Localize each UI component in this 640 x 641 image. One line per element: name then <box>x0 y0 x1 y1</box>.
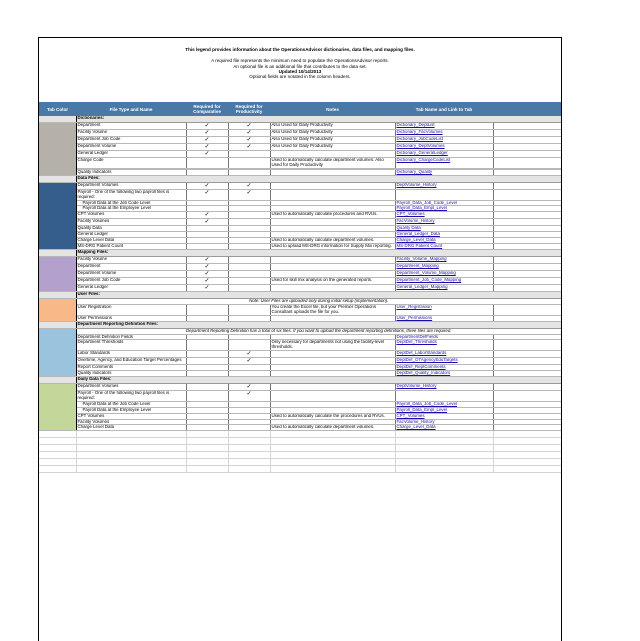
col-header-tab-name: Tab Name and Link to Tab <box>395 102 493 116</box>
tab-link[interactable]: Payroll_Data_Empl_Level <box>395 407 493 413</box>
file-notes <box>270 391 395 402</box>
empty-cell <box>395 438 493 445</box>
tab-link[interactable]: Department_Volume_Mapping <box>395 270 493 277</box>
file-notes <box>270 256 395 263</box>
tab-link[interactable]: DepartmentDefFields <box>395 334 493 340</box>
comparative-check <box>186 123 228 130</box>
productivity-check <box>228 270 270 277</box>
empty-row <box>39 445 561 452</box>
section-title: Mapping Files: <box>76 249 561 256</box>
legend-header <box>39 47 561 102</box>
file-name: Payroll Data at the Job Code Level <box>76 401 186 407</box>
file-notes <box>270 351 395 358</box>
tab-link[interactable]: Quality Data <box>395 226 493 232</box>
blank-cell <box>493 384 561 391</box>
file-name: Quality Data <box>76 226 186 232</box>
section-title: User Files: <box>76 291 561 298</box>
file-name: Payroll Data at the Employee Level <box>76 206 186 212</box>
file-notes: Also Used for Daily Productivity <box>270 144 395 151</box>
empty-cell <box>186 459 228 466</box>
file-notes: Used to automatically calculate department volumes. Also Used for Daily Productivity <box>270 158 395 169</box>
productivity-check <box>228 256 270 263</box>
file-name: Department Definition Fields <box>76 334 186 340</box>
empty-cell <box>186 445 228 452</box>
empty-cell <box>270 431 395 438</box>
blank-cell <box>493 358 561 365</box>
tab-link[interactable]: DeptDef_Thresholds <box>395 340 493 351</box>
tab-link[interactable]: CPT_Volumes <box>395 413 493 419</box>
tab-link[interactable]: MS-DRG Patient Count <box>395 244 493 250</box>
blank-cell <box>493 277 561 284</box>
tab-link[interactable]: Payroll_Data_Job_Code_Level <box>395 401 493 407</box>
check-icon: ✓ <box>204 277 210 284</box>
empty-cell <box>186 431 228 438</box>
file-name: Department Job Code <box>76 137 186 144</box>
table-row <box>39 144 561 151</box>
productivity-check <box>228 351 270 358</box>
file-notes <box>270 189 395 200</box>
empty-cell <box>395 431 493 438</box>
file-notes: You create the Excel file, but your Premier Operations Consultant uploads the file for you. <box>270 304 395 315</box>
empty-cell <box>76 438 186 445</box>
check-icon: ✓ <box>246 391 252 398</box>
comparative-check <box>186 130 228 137</box>
section-header-row <box>39 175 561 182</box>
empty-cell <box>395 459 493 466</box>
empty-cell <box>39 438 76 445</box>
file-notes <box>270 284 395 291</box>
empty-cell <box>39 431 76 438</box>
check-icon: ✓ <box>204 284 210 291</box>
check-icon: ✓ <box>204 151 210 157</box>
tab-link[interactable]: Dictionary_DeptVolumes <box>395 144 493 151</box>
table-row <box>39 384 561 391</box>
check-icon: ✓ <box>204 137 210 143</box>
legend-line-required: A required file represents the minimum need to populate the OperationsAdvisor reports. <box>211 58 389 64</box>
table-row <box>39 256 561 263</box>
table-row <box>39 212 561 219</box>
tab-link[interactable]: Dictionary_JobCodeList <box>395 137 493 144</box>
empty-row <box>39 459 561 466</box>
file-name: Charge Code <box>76 158 186 169</box>
file-name: Payroll Data at the Employee Level <box>76 407 186 413</box>
blank-cell <box>493 256 561 263</box>
comparative-check <box>186 304 228 315</box>
empty-cell <box>76 445 186 452</box>
empty-cell <box>76 466 186 473</box>
check-icon: ✓ <box>204 182 210 189</box>
check-icon: ✓ <box>246 182 252 189</box>
section-header-row <box>39 377 561 384</box>
file-name: Facility Volumes <box>76 219 186 226</box>
comparative-check <box>186 277 228 284</box>
file-name: User Registration <box>76 304 186 315</box>
legend-table <box>39 102 562 473</box>
productivity-check <box>228 391 270 402</box>
table-row <box>39 270 561 277</box>
col-header-blank <box>493 102 561 116</box>
file-notes: Only necessary for departments not using the facility-level thresholds. <box>270 340 395 351</box>
file-name: Facility Volume <box>76 130 186 137</box>
tab-link[interactable]: User_Registration <box>395 304 493 315</box>
table-row <box>39 130 561 137</box>
file-notes <box>270 358 395 365</box>
file-name: General Ledger <box>76 151 186 158</box>
section-note: Department Reporting Definition has a total of six files. If you want to upload the department reporting definitions, three files are required. <box>76 328 561 334</box>
tab-link[interactable]: CPT_Volumes <box>395 212 493 219</box>
tab-link[interactable]: General_Ledger_Mapping <box>395 284 493 291</box>
col-header-req-comparative: Required for Comparative <box>186 102 228 116</box>
file-name: Overtime, Agency, and Education Target Percentages <box>76 358 186 365</box>
tab-link[interactable]: Charge_Level_Data <box>395 238 493 244</box>
tab-link[interactable]: Charge_Level_Data <box>395 425 493 431</box>
check-icon: ✓ <box>246 130 252 136</box>
check-icon: ✓ <box>204 219 210 226</box>
section-title: Data Files: <box>76 175 561 182</box>
comparative-check <box>186 358 228 365</box>
file-name: CPT Volumes <box>76 413 186 419</box>
file-name: Department Volume <box>76 270 186 277</box>
empty-cell <box>186 438 228 445</box>
blank-cell <box>493 151 561 158</box>
tab-link[interactable]: Payroll_Data_Empl_Level <box>395 206 493 212</box>
file-notes <box>270 219 395 226</box>
tab-link[interactable]: DeptDef_OTAgencyEduTargets <box>395 358 493 365</box>
check-icon: ✓ <box>246 137 252 143</box>
tab-link[interactable]: Payroll_Data_Job_Code_Level <box>395 200 493 206</box>
check-icon: ✓ <box>204 256 210 263</box>
empty-cell <box>76 431 186 438</box>
comparative-check <box>186 137 228 144</box>
empty-cell <box>228 431 270 438</box>
check-icon: ✓ <box>246 384 252 391</box>
tab-link[interactable]: DeptDef_Quality_Indicators <box>395 371 493 377</box>
check-icon: ✓ <box>204 263 210 270</box>
table-row <box>39 358 561 365</box>
file-name: Payroll - One of the following two payroll files is required: <box>76 189 186 200</box>
section-note: Note: User Files are uploaded only during initial setup (implementation). <box>76 298 561 304</box>
legend-sheet <box>38 37 562 641</box>
check-icon: ✓ <box>204 123 210 129</box>
tab-color-swatch <box>39 256 76 291</box>
blank-cell <box>493 351 561 358</box>
blank-cell <box>493 391 561 402</box>
comparative-check <box>186 158 228 169</box>
file-name: Facility Volume <box>76 256 186 263</box>
file-notes: Also Used for Daily Productivity <box>270 123 395 130</box>
file-name: Department <box>76 123 186 130</box>
blank-cell <box>493 340 561 351</box>
table-row <box>39 351 561 358</box>
empty-row <box>39 466 561 473</box>
file-name: Facility Volumes <box>76 419 186 425</box>
blank-cell <box>493 263 561 270</box>
tab-link[interactable]: DeptVolume_History <box>395 384 493 391</box>
blank-cell <box>493 304 561 315</box>
legend-title: This legend provides information about the OperationsAdvisor dictionaries, data files, and mapping files. <box>185 47 415 52</box>
check-icon: ✓ <box>246 123 252 129</box>
empty-cell <box>228 445 270 452</box>
tab-link[interactable]: General_Ledger_Data <box>395 232 493 238</box>
productivity-check <box>228 358 270 365</box>
empty-cell <box>270 438 395 445</box>
file-notes: Used to automatically calculate procedures and RVUs. <box>270 212 395 219</box>
comparative-check <box>186 263 228 270</box>
comparative-check <box>186 270 228 277</box>
empty-cell <box>270 452 395 459</box>
table-row <box>39 263 561 270</box>
legend-updated: Updated 10/14/2013 <box>278 68 322 74</box>
comparative-check <box>186 219 228 226</box>
check-icon: ✓ <box>204 212 210 219</box>
table-row <box>39 158 561 169</box>
file-name: General Ledger <box>76 232 186 238</box>
empty-cell <box>493 445 561 452</box>
comparative-check <box>186 351 228 358</box>
col-header-tab-color: Tab Color <box>39 102 76 116</box>
tab-link <box>395 391 493 402</box>
tab-link[interactable]: FacVolume_History <box>395 419 493 425</box>
tab-link[interactable]: Department_Job_Code_Mapping <box>395 277 493 284</box>
check-icon: ✓ <box>204 130 210 136</box>
file-notes <box>270 182 395 189</box>
col-header-req-productivity: Required for Productivity <box>228 102 270 116</box>
file-name: Labor Standards <box>76 351 186 358</box>
comparative-check <box>186 256 228 263</box>
tab-link[interactable]: Dictionary_FacVolumes <box>395 130 493 137</box>
empty-cell <box>186 466 228 473</box>
empty-cell <box>76 459 186 466</box>
empty-cell <box>270 459 395 466</box>
col-header-notes: Notes <box>270 102 395 116</box>
productivity-check <box>228 277 270 284</box>
blank-cell <box>493 212 561 219</box>
comparative-check <box>186 212 228 219</box>
file-notes <box>270 263 395 270</box>
comparative-check <box>186 151 228 158</box>
empty-cell <box>228 459 270 466</box>
empty-row <box>39 438 561 445</box>
empty-row <box>39 452 561 459</box>
file-name: Quality Indicators <box>76 371 186 377</box>
check-icon: ✓ <box>246 351 252 358</box>
file-notes: Used to upload MS-DRG information for Supply Mix reporting. <box>270 244 395 250</box>
legend-line-optional: An optional file is an additional file that contributes to the data set. <box>233 63 367 69</box>
tab-link[interactable]: Dictionary_DeptList <box>395 123 493 130</box>
productivity-check <box>228 219 270 226</box>
tab-link[interactable]: Dictionary_GeneralLedger <box>395 151 493 158</box>
productivity-check <box>228 151 270 158</box>
blank-cell <box>493 130 561 137</box>
file-name: User Permissions <box>76 315 186 321</box>
table-row <box>39 304 561 315</box>
file-notes <box>270 151 395 158</box>
empty-cell <box>270 445 395 452</box>
productivity-check <box>228 137 270 144</box>
tab-color-swatch <box>39 384 76 431</box>
file-name: Department Volumes <box>76 384 186 391</box>
table-row <box>39 182 561 189</box>
section-header-spacer <box>39 291 76 298</box>
empty-cell <box>395 452 493 459</box>
file-notes <box>270 384 395 391</box>
comparative-check <box>186 182 228 189</box>
productivity-check <box>228 158 270 169</box>
comparative-check <box>186 391 228 402</box>
file-notes: Used for skill mix analysis on the generated reports. <box>270 277 395 284</box>
file-notes: Used to automatically calculate the procedures and RVUs. <box>270 413 395 419</box>
productivity-check <box>228 130 270 137</box>
tab-link[interactable]: DeptDef_LaborStandards <box>395 351 493 358</box>
table-row <box>39 391 561 402</box>
empty-cell <box>76 452 186 459</box>
productivity-check <box>228 340 270 351</box>
empty-cell <box>395 466 493 473</box>
tab-link[interactable]: FacVolume_History <box>395 219 493 226</box>
section-title: Dictionaries: <box>76 116 561 123</box>
file-name: Department Volumes <box>76 182 186 189</box>
check-icon: ✓ <box>246 189 252 196</box>
file-name: Payroll Data at the Job Code Level <box>76 200 186 206</box>
table-row <box>39 123 561 130</box>
file-name: Department Job Code <box>76 277 186 284</box>
productivity-check <box>228 212 270 219</box>
empty-cell <box>395 445 493 452</box>
blank-cell <box>493 284 561 291</box>
blank-cell <box>493 219 561 226</box>
tab-link[interactable]: DeptVolume_History <box>395 182 493 189</box>
file-name: Department Volume <box>76 144 186 151</box>
productivity-check <box>228 144 270 151</box>
header-row <box>39 102 561 116</box>
empty-cell <box>39 445 76 452</box>
section-header-spacer <box>39 321 76 328</box>
tab-color-swatch <box>39 182 76 249</box>
table-row <box>39 151 561 158</box>
check-icon: ✓ <box>204 270 210 277</box>
empty-cell <box>228 452 270 459</box>
comparative-check <box>186 144 228 151</box>
tab-link[interactable]: Dictionary_ChargeCodeList <box>395 158 493 169</box>
section-header-row <box>39 291 561 298</box>
table-row <box>39 219 561 226</box>
section-header-row <box>39 249 561 256</box>
productivity-check <box>228 384 270 391</box>
table-row <box>39 277 561 284</box>
section-title: Department Reporting Definition Files: <box>76 321 561 328</box>
blank-cell <box>493 144 561 151</box>
blank-cell <box>493 182 561 189</box>
file-name: CPT Volumes <box>76 212 186 219</box>
file-name: MS-DRG Patient Count <box>76 244 186 250</box>
empty-cell <box>493 459 561 466</box>
tab-color-swatch <box>39 328 76 376</box>
tab-link[interactable]: DeptDef_ReptComments <box>395 365 493 371</box>
blank-cell <box>493 189 561 200</box>
comparative-check <box>186 384 228 391</box>
section-title: Daily Data Files: <box>76 377 561 384</box>
tab-link[interactable]: Facility_Volume_Mapping <box>395 256 493 263</box>
empty-cell <box>493 431 561 438</box>
productivity-check <box>228 182 270 189</box>
comparative-check <box>186 284 228 291</box>
blank-cell <box>493 270 561 277</box>
comparative-check <box>186 189 228 200</box>
legend-line-columns: Optional fields are notated in the column headers. <box>249 74 351 80</box>
check-icon: ✓ <box>204 189 210 196</box>
check-icon: ✓ <box>204 144 210 150</box>
legend-body <box>39 116 561 473</box>
file-name: Charge Level Data <box>76 425 186 431</box>
empty-row <box>39 431 561 438</box>
empty-cell <box>39 466 76 473</box>
table-row <box>39 340 561 351</box>
comparative-check <box>186 340 228 351</box>
empty-cell <box>493 452 561 459</box>
productivity-check <box>228 304 270 315</box>
section-header-spacer <box>39 377 76 384</box>
table-row <box>39 284 561 291</box>
tab-link <box>395 189 493 200</box>
productivity-check <box>228 189 270 200</box>
file-notes: Also Used for Daily Productivity <box>270 130 395 137</box>
empty-cell <box>270 466 395 473</box>
file-name: Department <box>76 263 186 270</box>
table-row <box>39 189 561 200</box>
tab-color-swatch <box>39 298 76 321</box>
blank-cell <box>493 158 561 169</box>
tab-link[interactable]: Department_Mapping <box>395 263 493 270</box>
file-notes: Used to automatically calculate department volumes. <box>270 238 395 244</box>
empty-cell <box>493 466 561 473</box>
blank-cell <box>493 123 561 130</box>
file-name: General Ledger <box>76 284 186 291</box>
table-row <box>39 137 561 144</box>
file-name: Charge Level Data <box>76 238 186 244</box>
empty-cell <box>39 452 76 459</box>
file-notes: Also Used for Daily Productivity <box>270 137 395 144</box>
col-header-file-type: File Type and Name <box>76 102 186 116</box>
section-header-spacer <box>39 175 76 182</box>
empty-cell <box>228 466 270 473</box>
productivity-check <box>228 123 270 130</box>
file-name: Department Thresholds <box>76 340 186 351</box>
file-notes <box>270 270 395 277</box>
file-name: Quality Indicators <box>76 169 186 175</box>
file-name: Payroll - One of the following two payroll files is required: <box>76 391 186 402</box>
productivity-check <box>228 284 270 291</box>
blank-cell <box>493 137 561 144</box>
section-header-row <box>39 321 561 328</box>
empty-cell <box>493 438 561 445</box>
file-name: Report Comments <box>76 365 186 371</box>
productivity-check <box>228 263 270 270</box>
tab-color-swatch <box>39 123 76 176</box>
file-notes: Used to automatically calculate department volumes. <box>270 425 395 431</box>
check-icon: ✓ <box>246 144 252 150</box>
tab-link[interactable]: User_Permissions <box>395 315 493 321</box>
tab-link[interactable]: Dictionary_Quality <box>395 169 493 175</box>
check-icon: ✓ <box>246 358 252 365</box>
section-header-spacer <box>39 249 76 256</box>
empty-cell <box>228 438 270 445</box>
empty-cell <box>186 452 228 459</box>
empty-cell <box>39 459 76 466</box>
